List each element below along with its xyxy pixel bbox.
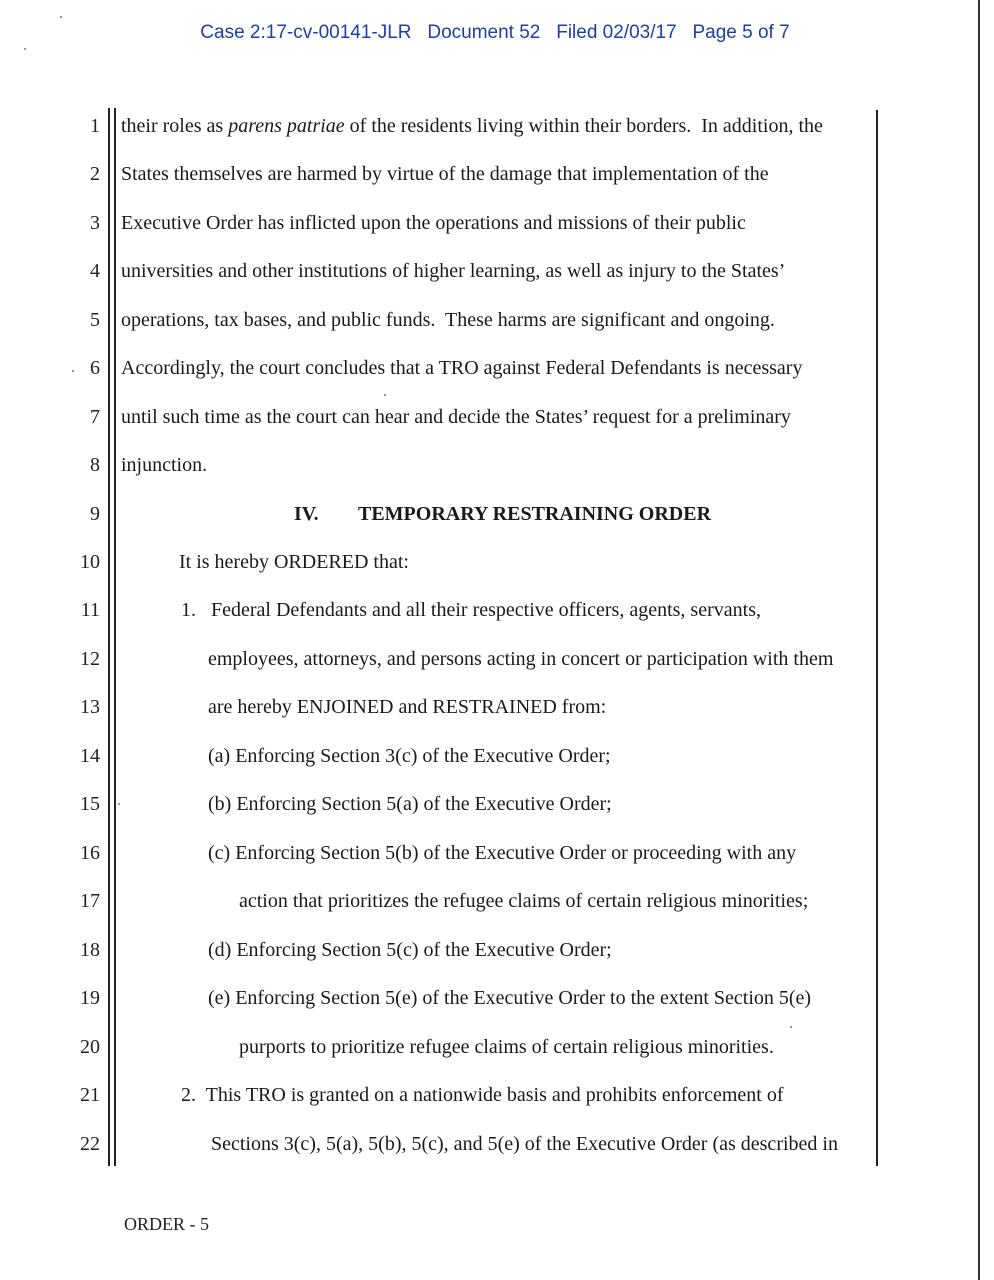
body-line-14: (a) Enforcing Section 3(c) of the Executive Order;	[208, 745, 611, 767]
line-number: 18	[80, 939, 100, 961]
line-number: 13	[80, 696, 100, 718]
line-number: 9	[90, 503, 100, 525]
line-number: 11	[80, 599, 100, 621]
body-line-17: action that prioritizes the refugee claims of certain religious minorities;	[239, 890, 809, 912]
scan-speck	[790, 1026, 792, 1028]
body-line-20: purports to prioritize refugee claims of certain religious minorities.	[239, 1036, 774, 1058]
line-number: 12	[80, 648, 100, 670]
document-number: Document 52	[427, 22, 541, 43]
line-number: 5	[90, 309, 100, 331]
line-number: 1	[90, 115, 100, 137]
section-heading: TEMPORARY RESTRAINING ORDER	[358, 503, 712, 525]
page-indicator: Page 5 of 7	[692, 22, 790, 43]
line-number: 8	[90, 454, 100, 476]
line-number: 6	[90, 357, 100, 379]
body-line-3: Executive Order has inflicted upon the operations and missions of their public	[121, 212, 746, 234]
left-margin-rule-outer	[108, 108, 110, 1166]
line-number: 21	[80, 1084, 100, 1106]
body-line-13: are hereby ENJOINED and RESTRAINED from:	[208, 696, 607, 718]
line-number: 20	[80, 1036, 100, 1058]
scan-speck	[384, 394, 386, 396]
line-number: 19	[80, 987, 100, 1009]
line-number: 16	[80, 842, 100, 864]
scan-speck	[60, 16, 62, 18]
case-header	[0, 22, 992, 44]
line-number: 2	[90, 163, 100, 185]
body-line-2: States themselves are harmed by virtue of the damage that implementation of the	[121, 163, 769, 185]
body-text: their roles as	[121, 115, 229, 137]
case-number: Case 2:17-cv-00141-JLR	[200, 22, 412, 43]
body-line-16: (c) Enforcing Section 5(b) of the Executive Order or proceeding with any	[208, 842, 797, 864]
line-number: 17	[80, 890, 100, 912]
line-number: 7	[90, 406, 100, 428]
body-line-7: until such time as the court can hear and decide the States’ request for a preliminary	[121, 406, 791, 428]
body-text: of the residents living within their borders. In addition, the	[344, 115, 823, 137]
footer-label: ORDER - 5	[124, 1214, 209, 1234]
body-line-6: Accordingly, the court concludes that a TRO against Federal Defendants is necessary	[121, 357, 803, 379]
line-number: 14	[80, 745, 100, 767]
body-line-10: It is hereby ORDERED that:	[179, 551, 409, 573]
line-number: 22	[80, 1133, 100, 1155]
body-line-11: 1. Federal Defendants and all their respective officers, agents, servants,	[181, 599, 761, 621]
body-line-5: operations, tax bases, and public funds. These harms are significant and ongoing.	[121, 309, 775, 331]
section-number: IV.	[294, 503, 319, 525]
left-margin-rule-inner	[114, 108, 116, 1166]
body-line-12: employees, attorneys, and persons acting in concert or participation with them	[208, 648, 834, 670]
body-line-19: (e) Enforcing Section 5(e) of the Executive Order to the extent Section 5(e)	[208, 987, 812, 1009]
page-edge-line	[978, 0, 980, 1280]
scan-speck	[118, 803, 120, 805]
scan-speck	[72, 370, 74, 372]
body-line-22: Sections 3(c), 5(a), 5(b), 5(c), and 5(e) of the Executive Order (as described in	[211, 1133, 838, 1155]
body-line-8: injunction.	[121, 454, 208, 476]
italic-term: parens patriae	[228, 115, 345, 137]
right-margin-rule	[876, 110, 878, 1166]
scan-speck	[24, 48, 26, 50]
line-number: 15	[80, 793, 100, 815]
filed-date: Filed 02/03/17	[556, 22, 677, 43]
body-line-4: universities and other institutions of higher learning, as well as injury to the States’	[121, 260, 786, 282]
body-line-15: (b) Enforcing Section 5(a) of the Executive Order;	[208, 793, 612, 815]
line-number: 10	[80, 551, 100, 573]
line-number: 3	[90, 212, 100, 234]
body-line-18: (d) Enforcing Section 5(c) of the Executive Order;	[208, 939, 612, 961]
line-number: 4	[90, 260, 100, 282]
body-line-21: 2. This TRO is granted on a nationwide basis and prohibits enforcement of	[181, 1084, 784, 1106]
body-line-1	[121, 115, 823, 138]
